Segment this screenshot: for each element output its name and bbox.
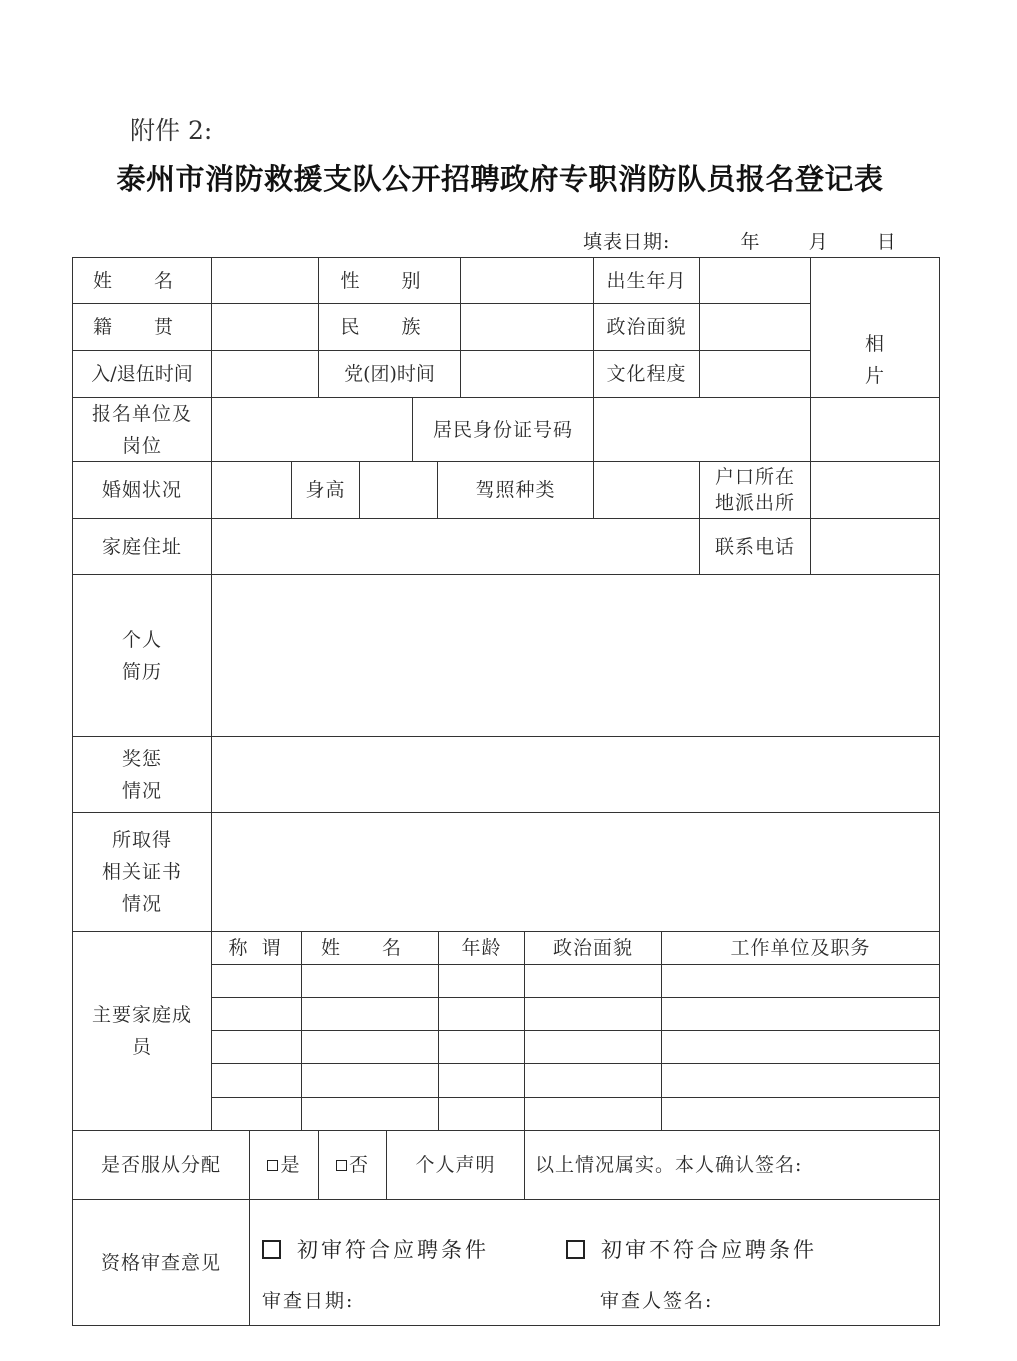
address-label: 家庭住址: [101, 535, 182, 558]
birth-field[interactable]: [700, 258, 810, 303]
declaration-text: 以上情况属实。本人确认签名:: [535, 1154, 803, 1176]
political-label: 政治面貌: [606, 316, 687, 338]
ethnic-field[interactable]: [461, 304, 593, 350]
political-field[interactable]: [700, 304, 810, 350]
family-header-name: 姓 名: [320, 937, 420, 959]
fail-checkbox[interactable]: [566, 1240, 585, 1259]
party-time-label: 党(团)时间: [344, 363, 435, 385]
declaration-label: 个人声明: [415, 1154, 496, 1176]
date-label: 填表日期:: [583, 231, 671, 253]
address-field[interactable]: [212, 519, 699, 574]
date-day: 日: [876, 231, 897, 253]
date-month: 月: [808, 231, 829, 253]
name-label: 姓 名: [92, 269, 192, 292]
phone-label: 联系电话: [714, 535, 795, 558]
fail-label: 初审不符合应聘条件: [601, 1238, 817, 1262]
native-field[interactable]: [212, 304, 318, 350]
pass-label: 初审符合应聘条件: [297, 1238, 489, 1262]
certificates-label: 所取得 相关证书 情况: [101, 829, 182, 915]
service-time-label: 入/退伍时间: [91, 363, 193, 385]
reviewer-label: 审查人签名:: [600, 1290, 714, 1312]
obey-label: 是否服从分配: [100, 1154, 221, 1176]
yes-label: 是: [280, 1154, 301, 1176]
ethnic-label: 民 族: [340, 316, 439, 338]
no-label: 否: [348, 1154, 369, 1176]
resume-label: 个人 简历: [121, 628, 162, 683]
education-label: 文化程度: [606, 363, 687, 385]
gender-field[interactable]: [461, 258, 593, 303]
pass-option[interactable]: [262, 1240, 489, 1261]
obey-no-option[interactable]: [319, 1131, 386, 1199]
yes-checkbox[interactable]: [267, 1160, 278, 1171]
review-date-label: 审查日期:: [262, 1290, 355, 1312]
party-time-field[interactable]: [461, 351, 593, 397]
gender-label: 性 别: [340, 269, 439, 292]
height-label: 身高: [305, 479, 346, 501]
family-rows[interactable]: [212, 965, 939, 1130]
attachment-label: 附件 2:: [130, 116, 213, 145]
id-number-field[interactable]: [594, 398, 810, 461]
rewards-field[interactable]: [212, 737, 939, 812]
fail-option[interactable]: [566, 1240, 817, 1261]
rewards-label: 奖惩 情况: [121, 747, 162, 802]
family-header-relation: 称 谓: [228, 937, 285, 959]
family-header-work: 工作单位及职务: [730, 937, 871, 959]
marital-label: 婚姻状况: [101, 479, 182, 501]
family-label: 主要家庭成 员: [91, 1004, 192, 1058]
form-title: 泰州市消防救援支队公开招聘政府专职消防队员报名登记表: [116, 162, 884, 196]
resume-field[interactable]: [212, 575, 939, 736]
certificates-field[interactable]: [212, 813, 939, 931]
family-header-age: 年龄: [461, 937, 502, 959]
unit-post-field[interactable]: [212, 398, 412, 461]
height-field[interactable]: [360, 462, 437, 518]
hukou-station-label: 户口所在 地派出所: [714, 466, 795, 514]
license-label: 驾照种类: [475, 479, 556, 501]
birth-label: 出生年月: [606, 269, 687, 292]
pass-checkbox[interactable]: [262, 1240, 281, 1259]
review-label: 资格审查意见: [100, 1251, 221, 1274]
photo-area[interactable]: 相 片: [864, 332, 885, 387]
date-year: 年: [740, 231, 761, 253]
family-header-political: 政治面貌: [552, 937, 633, 959]
license-field[interactable]: [594, 462, 699, 518]
no-checkbox[interactable]: [336, 1160, 347, 1171]
education-field[interactable]: [700, 351, 810, 397]
marital-field[interactable]: [212, 462, 291, 518]
name-field[interactable]: [212, 258, 318, 303]
hukou-station-field[interactable]: [811, 462, 939, 518]
native-label: 籍 贯: [92, 316, 192, 338]
phone-field[interactable]: [811, 519, 939, 574]
id-number-label: 居民身份证号码: [432, 418, 573, 441]
unit-post-label: 报名单位及 岗位: [91, 402, 192, 457]
service-time-field[interactable]: [212, 351, 318, 397]
obey-yes-option[interactable]: [250, 1131, 318, 1199]
fill-date: [583, 233, 897, 252]
